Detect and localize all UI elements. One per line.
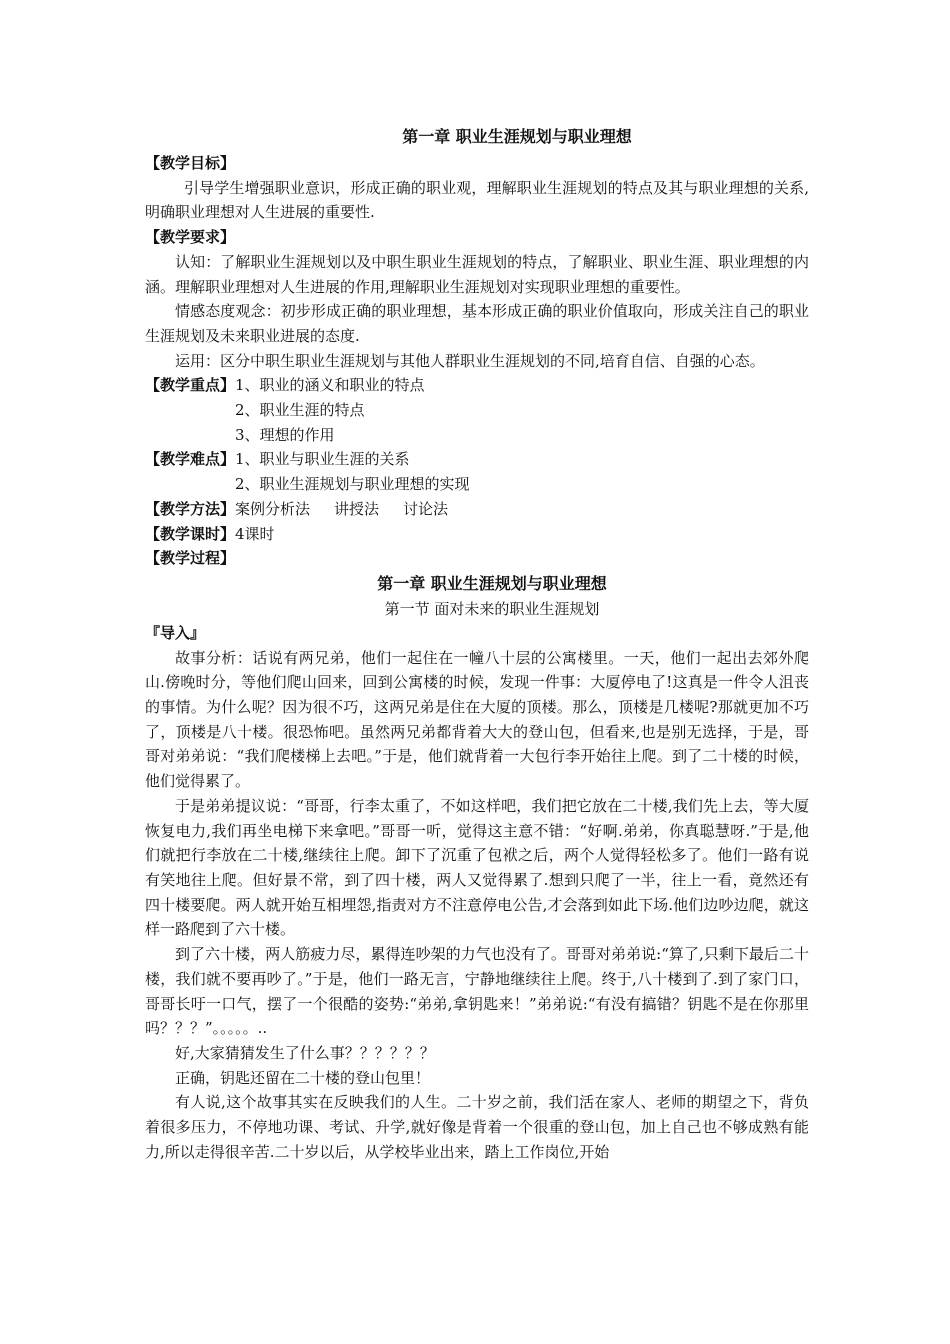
document-page	[145, 123, 809, 1164]
method-item: 讲授法	[334, 499, 380, 518]
requirements-heading: 【教学要求】	[145, 228, 236, 247]
key-point-item: 3、理想的作用	[235, 425, 335, 444]
method-item: 讨论法	[403, 499, 449, 518]
difficulty-item: 1、职业与职业生涯的关系	[235, 450, 410, 469]
requirements-cognition: 认知：了解职业生涯规划以及中职生职业生涯规划的特点，了解职业、职业生涯、职业理想的内涵。理解职业理想对人生进展的作用,理解职业生涯规划对实现职业理想的重要性。	[145, 252, 809, 296]
key-point-item: 1、职业的涵义和职业的特点	[235, 376, 425, 395]
key-points-heading: 【教学重点】	[145, 376, 236, 395]
chapter-title-repeat: 第一章 职业生涯规划与职业理想	[377, 573, 607, 593]
requirements-attitude: 情感态度观念：初步形成正确的职业理想，基本形成正确的职业价值取向，形成关注自己的职业生涯规划及未来职业进展的态度.	[145, 302, 809, 345]
methods-row	[145, 497, 809, 522]
difficulties-row	[145, 447, 809, 472]
difficulties-heading: 【教学难点】	[145, 450, 236, 469]
section-title: 第一节 面对未来的职业生涯规划	[384, 599, 600, 618]
intro-paragraph: 好,大家猜猜发生了什么事？？？？？？	[175, 1043, 435, 1062]
hours-value: 4课时	[235, 524, 275, 543]
intro-paragraph: 故事分析：话说有两兄弟，他们一起住在一幢八十层的公寓楼里。一天，他们一起出去郊外爬山.傍晚时分，等他们爬山回来，回到公寓楼的时候，发现一件事：大厦停电了!这真是一件令人沮丧的事情。为什么呢？因为很不巧，这两兄弟是住在大厦的顶楼。那么，顶楼是几楼呢?那就更加不巧了，顶楼是八十楼。很恐怖吧。虽然两兄弟都背着大大的登山包，但看来,也是别无选择，于是，哥哥对弟弟说：“我们爬楼梯上去吧。”于是，他们就背着一大包行李开始往上爬。到了二十楼的时候，他们觉得累了。	[145, 648, 809, 791]
intro-paragraph: 于是弟弟提议说：“哥哥，行李太重了，不如这样吧，我们把它放在二十楼,我们先上去，等大厦恢复电力,我们再坐电梯下来拿吧。”哥哥一听，觉得这主意不错：“好啊.弟弟，你真聪慧呀.”于是,他们就把行李放在二十楼,继续往上爬。卸下了沉重了包袱之后，两个人觉得轻松多了。他们一路有说有笑地往上爬。但好景不常，到了四十楼，两人又觉得累了.想到只爬了一半，往上一看，竟然还有四十楼要爬。两人就开始互相埋怨,指责对方不注意停电公告,才会落到如此下场.他们边吵边爬，就这样一路爬到了六十楼。	[145, 796, 809, 939]
requirements-application: 运用：区分中职生职业生涯规划与其他人群职业生涯规划的不同,培育自信、自强的心态。	[175, 351, 765, 370]
key-points-row	[145, 373, 809, 398]
process-heading: 【教学过程】	[145, 549, 236, 568]
objectives-heading: 【教学目标】	[145, 154, 236, 172]
intro-paragraph: 到了六十楼，两人筋疲力尽，累得连吵架的力气也没有了。哥哥对弟弟说:“算了,只剩下最后二十楼，我们就不要再吵了。”于是，他们一路无言，宁静地继续往上爬。终于,八十楼到了.到了家门口，哥哥长吁一口气，摆了一个很酷的姿势:“弟弟,拿钥匙来！”弟弟说:“有没有搞错？钥匙不是在你那里吗？？？”。。。。。..	[145, 945, 809, 1038]
objectives-text: 引导学生增强职业意识，形成正确的职业观，理解职业生涯规划的特点及其与职业理想的关系,明确职业理想对人生进展的重要性.	[145, 178, 809, 222]
method-item: 案例分析法	[235, 499, 311, 518]
hours-row	[145, 522, 809, 547]
intro-heading: 『导入』	[145, 623, 206, 642]
key-point-item: 2、职业生涯的特点	[235, 401, 365, 420]
hours-heading: 【教学课时】	[145, 524, 236, 543]
intro-paragraph: 有人说,这个故事其实在反映我们的人生。二十岁之前，我们活在家人、老师的期望之下，背负着很多压力，不停地功课、考试、升学,就好像是背着一个很重的登山包，加上自己也不够成熟有能力,所以走得很辛苦.二十岁以后，从学校毕业出来，踏上工作岗位,开始	[145, 1093, 809, 1161]
difficulty-item: 2、职业生涯规划与职业理想的实现	[235, 475, 470, 494]
intro-paragraph: 正确，钥匙还留在二十楼的登山包里！	[175, 1068, 431, 1087]
methods-heading: 【教学方法】	[145, 499, 236, 518]
chapter-title: 第一章 职业生涯规划与职业理想	[402, 127, 632, 146]
